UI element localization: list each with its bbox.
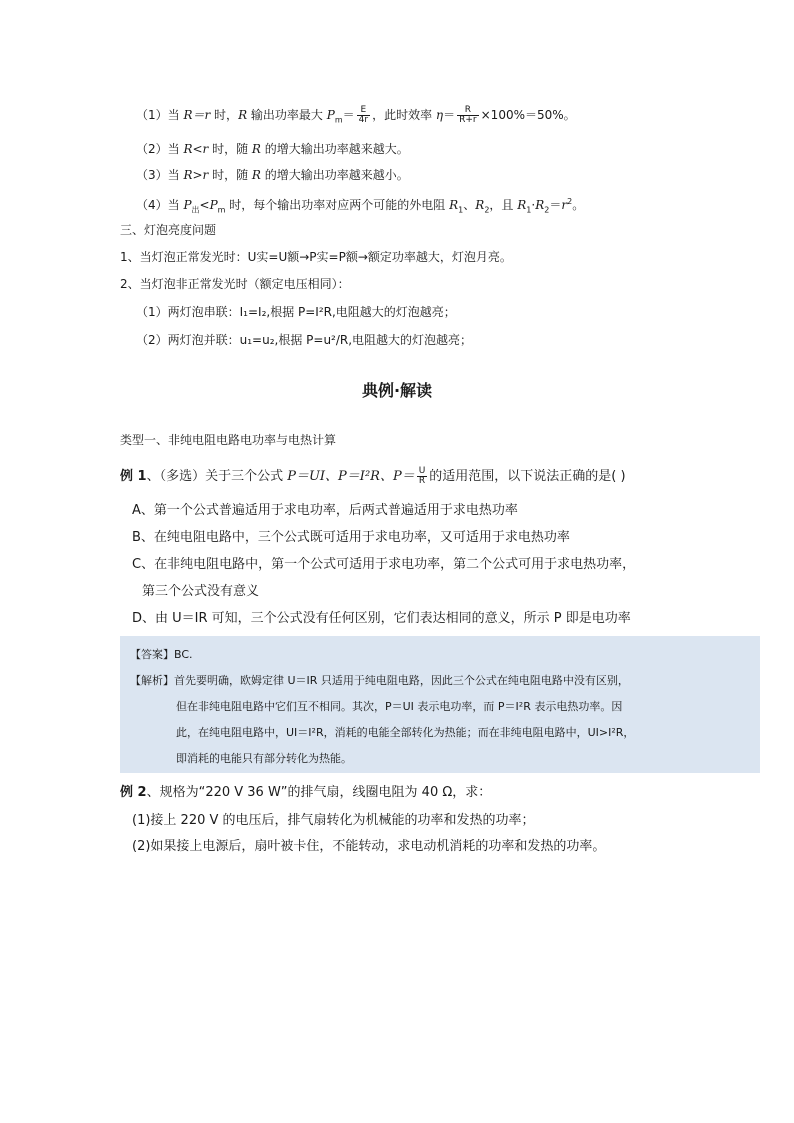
formula: R bbox=[475, 198, 485, 212]
option-b: B、在纯电阻电路中，三个公式既可适用于求电功率，又可适用于求电热功率 bbox=[132, 530, 570, 545]
analysis-line-3: 此，在纯电阻电路中，UI＝I²R，消耗的电能全部转化为热能；而在非纯电阻电路中，UI>I²R， bbox=[176, 726, 635, 739]
condition-3 bbox=[136, 167, 409, 183]
text: （3）当 bbox=[136, 168, 184, 182]
formula: η bbox=[435, 108, 444, 122]
option-d: D、由 U＝IR 可知，三个公式没有任何区别，它们表达相同的意义，所示 P 即是电功率 bbox=[132, 611, 631, 626]
text: （4）当 bbox=[136, 198, 184, 212]
answer-box bbox=[120, 636, 760, 773]
formula: R<r bbox=[183, 142, 209, 156]
subscript: m bbox=[334, 115, 343, 125]
numerator: R bbox=[457, 106, 479, 116]
text: 时，每个输出功率对应两个可能的外电阻 bbox=[225, 198, 450, 212]
text: 时，随 bbox=[208, 142, 252, 156]
fraction bbox=[457, 106, 479, 125]
example-label: 例 2 bbox=[120, 785, 147, 800]
formula: P bbox=[183, 198, 192, 212]
answer-value: BC. bbox=[174, 648, 193, 661]
subscript: 2 bbox=[484, 205, 490, 215]
analysis-line-2: 但在非纯电阻电路中它们互不相同。其次，P＝UI 表示电功率，而 P＝I²R 表示电热功率。因 bbox=[176, 700, 623, 713]
condition-2 bbox=[136, 141, 409, 157]
formula: R bbox=[251, 142, 261, 156]
subscript: 1 bbox=[458, 205, 464, 215]
text: 输出功率最大 bbox=[247, 108, 327, 122]
example-1-question bbox=[120, 467, 626, 486]
answer-tag: 【答案】 bbox=[130, 648, 174, 661]
condition-4 bbox=[136, 194, 584, 218]
text: ×100%＝50%。 bbox=[480, 108, 576, 122]
answer-line bbox=[130, 647, 193, 663]
text: · bbox=[531, 198, 536, 212]
analysis-line-4: 即消耗的电能只有部分转化为热能。 bbox=[176, 752, 352, 765]
formula: R bbox=[238, 108, 248, 122]
text: （1）当 bbox=[136, 108, 184, 122]
subscript: 1 bbox=[526, 205, 532, 215]
formula: R bbox=[535, 198, 545, 212]
text: ＝ bbox=[342, 108, 355, 122]
text: ，且 bbox=[489, 198, 518, 212]
denominator: 4r bbox=[358, 115, 369, 125]
example-2-part-2: (2)如果接上电源后，扇叶被卡住，不能转动，求电动机消耗的功率和发热的功率。 bbox=[132, 839, 606, 854]
formula: R>r bbox=[183, 168, 209, 182]
bulb-rule-series: （1）两灯泡串联：I₁=I₂,根据 P=I²R,电阻越大的灯泡越亮； bbox=[136, 305, 456, 319]
text: ＝ bbox=[549, 198, 562, 212]
text: < bbox=[199, 198, 210, 212]
superscript: 2 bbox=[567, 197, 573, 206]
bulb-rule-2: 2、当灯泡非正常发光时（额定电压相同）： bbox=[120, 277, 350, 291]
text: 、（多选）关于三个公式 bbox=[146, 469, 288, 484]
text: 首先要明确，欧姆定律 U＝IR 只适用于纯电阻电路，因此三个公式在纯电阻电路中没有区别， bbox=[174, 674, 629, 687]
formula: R bbox=[517, 198, 527, 212]
fraction bbox=[417, 467, 428, 486]
formula: R bbox=[449, 198, 459, 212]
bulb-rule-1: 1、当灯泡正常发光时：U实=U额→P实=P额→额定功率越大，灯泡月亮。 bbox=[120, 250, 512, 264]
text: 、规格为“220 V 36 W”的排气扇，线圈电阻为 40 Ω，求： bbox=[146, 785, 492, 800]
subscript: 2 bbox=[544, 205, 550, 215]
formula: P bbox=[326, 108, 335, 122]
text: 时， bbox=[210, 108, 239, 122]
type-heading: 类型一、非纯电阻电路电功率与电热计算 bbox=[120, 433, 337, 447]
example-label: 例 1 bbox=[120, 469, 147, 484]
text: （2）当 bbox=[136, 142, 184, 156]
condition-1 bbox=[136, 106, 576, 128]
example-2-question bbox=[120, 785, 491, 801]
text: 的增大输出功率越来越大。 bbox=[260, 142, 409, 156]
analysis-line-1 bbox=[130, 673, 629, 689]
bulb-rule-parallel: （2）两灯泡并联：u₁=u₂,根据 P=u²/R,电阻越大的灯泡越亮； bbox=[136, 333, 473, 347]
text: 时，随 bbox=[208, 168, 252, 182]
formula: R＝r bbox=[183, 108, 211, 122]
formula: r bbox=[561, 198, 568, 212]
fraction bbox=[357, 106, 370, 125]
text: ，此时效率 bbox=[372, 108, 436, 122]
numerator: E bbox=[357, 106, 370, 116]
text: ＝ bbox=[443, 108, 456, 122]
denominator: R bbox=[418, 476, 426, 486]
text: 的适用范围，以下说法正确的是( ) bbox=[429, 469, 626, 484]
text: 、 bbox=[463, 198, 476, 212]
formula: P bbox=[209, 198, 218, 212]
formula: P＝UI、P＝I²R、P＝ bbox=[287, 469, 415, 484]
page-title: 典例·解读 bbox=[361, 381, 433, 400]
option-c: C、在非纯电阻电路中，第一个公式可适用于求电功率，第二个公式可用于求电热功率， bbox=[132, 557, 636, 572]
subscript: 出 bbox=[191, 205, 200, 215]
denominator: R+r bbox=[459, 115, 477, 125]
subscript: m bbox=[217, 205, 226, 215]
section-heading: 三、灯泡亮度问题 bbox=[120, 223, 217, 237]
analysis-tag: 【解析】 bbox=[130, 674, 174, 687]
numerator: U bbox=[418, 466, 426, 476]
formula: R bbox=[251, 168, 261, 182]
option-a: A、第一个公式普遍适用于求电功率，后两式普遍适用于求电热功率 bbox=[132, 503, 518, 518]
text: 。 bbox=[572, 198, 585, 212]
text: 的增大输出功率越来越小。 bbox=[260, 168, 409, 182]
option-c-cont: 第三个公式没有意义 bbox=[142, 584, 260, 599]
example-2-part-1: (1)接上 220 V 的电压后，排气扇转化为机械能的功率和发热的功率； bbox=[132, 813, 535, 828]
